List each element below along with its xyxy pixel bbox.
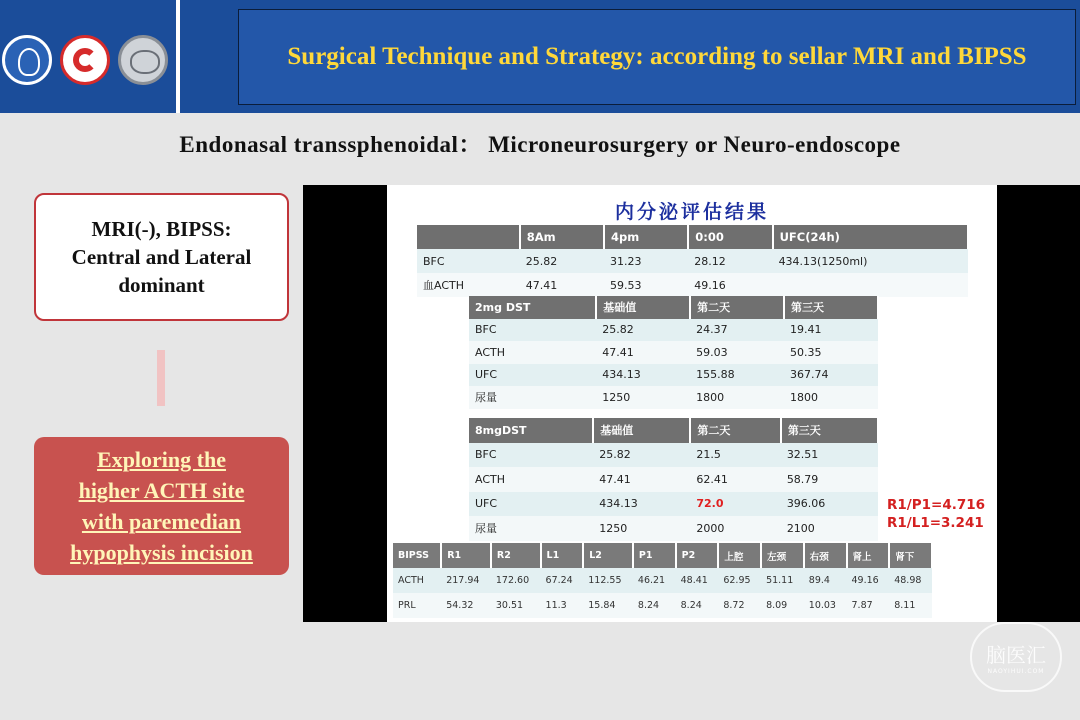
table-cell: 0:00 bbox=[688, 225, 772, 249]
slide-title: Surgical Technique and Strategy: according to sellar MRI and BIPSS bbox=[287, 43, 1027, 70]
table-cell: 155.88 bbox=[690, 364, 784, 387]
table-cell: 396.06 bbox=[781, 492, 878, 517]
table-cell: 8.72 bbox=[718, 593, 761, 618]
table-cell: 上腔 bbox=[718, 543, 761, 568]
table-cell: ACTH bbox=[393, 568, 441, 593]
table-cell: 10.03 bbox=[804, 593, 847, 618]
table-cell: 尿量 bbox=[469, 386, 596, 409]
table-cell: BIPSS bbox=[393, 543, 441, 568]
table-cell: PRL bbox=[393, 593, 441, 618]
table-cell: R2 bbox=[491, 543, 541, 568]
table-cell: 基础值 bbox=[593, 418, 690, 443]
table-cell: BFC bbox=[469, 319, 596, 342]
table-cell: 47.41 bbox=[596, 341, 690, 364]
table-cell: 尿量 bbox=[469, 516, 593, 541]
table-cell: 1250 bbox=[596, 386, 690, 409]
table-cell: 1800 bbox=[784, 386, 878, 409]
table-cell: 51.11 bbox=[761, 568, 804, 593]
bipss-table bbox=[393, 543, 933, 618]
table-cell: 31.23 bbox=[604, 249, 688, 273]
exploring-line3: with paremedian bbox=[81, 509, 242, 534]
table-cell: 48.98 bbox=[889, 568, 932, 593]
table-cell: 8.09 bbox=[761, 593, 804, 618]
table-cell: 8Am bbox=[520, 225, 604, 249]
table-header-row bbox=[417, 225, 968, 249]
table-cell: 2mg DST bbox=[469, 296, 596, 319]
table-cell: BFC bbox=[417, 249, 520, 273]
watermark-logo bbox=[970, 622, 1062, 692]
table-row bbox=[393, 593, 932, 618]
table-row bbox=[469, 516, 878, 541]
table-row bbox=[417, 249, 968, 273]
mri-bipss-line2: Central and Lateral bbox=[71, 245, 252, 269]
table-cell: 1250 bbox=[593, 516, 690, 541]
table-cell: 62.95 bbox=[718, 568, 761, 593]
table-cell: 肾上 bbox=[847, 543, 890, 568]
table-cell: 1800 bbox=[690, 386, 784, 409]
ratio-r1-l1: R1/L1=3.241 bbox=[887, 515, 984, 531]
table-row bbox=[469, 492, 878, 517]
table-cell: R1 bbox=[441, 543, 491, 568]
table-row bbox=[469, 319, 878, 342]
logo-left-icon bbox=[2, 35, 52, 85]
table-cell: L1 bbox=[541, 543, 584, 568]
table-row bbox=[393, 568, 932, 593]
table-cell: 8.24 bbox=[676, 593, 719, 618]
table-cell: 8.11 bbox=[889, 593, 932, 618]
table-cell: 49.16 bbox=[688, 273, 772, 297]
dst-2mg-table bbox=[469, 296, 879, 409]
table-cell: 67.24 bbox=[541, 568, 584, 593]
table-cell: 54.32 bbox=[441, 593, 491, 618]
table-cell: UFC(24h) bbox=[773, 225, 968, 249]
table-cell: 肾下 bbox=[889, 543, 932, 568]
table-cell: 右颈 bbox=[804, 543, 847, 568]
table-header-row bbox=[469, 296, 878, 319]
table-cell: 8mgDST bbox=[469, 418, 593, 443]
logo-panel bbox=[0, 0, 176, 113]
table-cell: 25.82 bbox=[520, 249, 604, 273]
mri-bipss-line1: MRI(-), BIPSS: bbox=[91, 217, 232, 241]
table-cell: 89.4 bbox=[804, 568, 847, 593]
table-cell: 217.94 bbox=[441, 568, 491, 593]
table-cell: 367.74 bbox=[784, 364, 878, 387]
logo-center-icon bbox=[60, 35, 110, 85]
table-cell: 47.41 bbox=[520, 273, 604, 297]
table-cell: 47.41 bbox=[593, 467, 690, 492]
mri-bipss-box bbox=[34, 193, 289, 321]
table-cell: UFC bbox=[469, 364, 596, 387]
table-header-row bbox=[393, 543, 932, 568]
table-cell: 4pm bbox=[604, 225, 688, 249]
table-row bbox=[469, 386, 878, 409]
table-cell bbox=[773, 273, 968, 297]
table-cell: 112.55 bbox=[583, 568, 633, 593]
table-cell: 第三天 bbox=[784, 296, 878, 319]
dst-8mg-table bbox=[469, 418, 879, 541]
table-cell: 11.3 bbox=[541, 593, 584, 618]
table-cell: BFC bbox=[469, 443, 593, 468]
table-cell: UFC bbox=[469, 492, 593, 517]
table-cell: 62.41 bbox=[690, 467, 780, 492]
table-cell: 46.21 bbox=[633, 568, 676, 593]
table-cell: 19.41 bbox=[784, 319, 878, 342]
table-cell: ACTH bbox=[469, 341, 596, 364]
highlighted-cell: 72.0 bbox=[690, 492, 780, 517]
table-cell: 30.51 bbox=[491, 593, 541, 618]
table-cell: 第二天 bbox=[690, 418, 780, 443]
watermark-subtext: NAOYIHUI.COM bbox=[987, 668, 1045, 675]
table-cell: 59.03 bbox=[690, 341, 784, 364]
table-cell: 50.35 bbox=[784, 341, 878, 364]
table-cell: 434.13 bbox=[596, 364, 690, 387]
logo-right-icon bbox=[118, 35, 168, 85]
title-box bbox=[238, 9, 1076, 105]
table-cell: 48.41 bbox=[676, 568, 719, 593]
watermark-text: 脑医汇 bbox=[986, 643, 1046, 667]
table-cell: 32.51 bbox=[781, 443, 878, 468]
exploring-line4: hypophysis incision bbox=[70, 540, 253, 565]
table-cell: 15.84 bbox=[583, 593, 633, 618]
exploring-line1: Exploring the bbox=[97, 447, 226, 472]
ratio-r1-p1: R1/P1=4.716 bbox=[887, 497, 986, 513]
table-cell: 58.79 bbox=[781, 467, 878, 492]
table-cell: 25.82 bbox=[596, 319, 690, 342]
embedded-slide bbox=[387, 185, 997, 622]
table-cell: 基础值 bbox=[596, 296, 690, 319]
table-cell: 434.13 bbox=[593, 492, 690, 517]
table-cell: 25.82 bbox=[593, 443, 690, 468]
slide-subtitle: Endonasal transsphenoidal： Microneurosurgery or Neuro-endoscope bbox=[179, 132, 901, 157]
table-cell bbox=[417, 225, 520, 249]
table-cell: 2100 bbox=[781, 516, 878, 541]
table-cell: 左颈 bbox=[761, 543, 804, 568]
table-row bbox=[417, 273, 968, 297]
header bbox=[0, 0, 1080, 113]
ratio-annotation bbox=[887, 496, 985, 532]
circadian-table bbox=[417, 225, 969, 297]
table-cell: 血ACTH bbox=[417, 273, 520, 297]
table-cell: 第二天 bbox=[690, 296, 784, 319]
table-cell: 434.13(1250ml) bbox=[773, 249, 968, 273]
table-header-row bbox=[469, 418, 878, 443]
table-cell: 7.87 bbox=[847, 593, 890, 618]
table-row bbox=[469, 364, 878, 387]
table-cell: 第三天 bbox=[781, 418, 878, 443]
table-cell: 49.16 bbox=[847, 568, 890, 593]
down-arrow-icon bbox=[157, 350, 165, 406]
table-row bbox=[469, 341, 878, 364]
table-row bbox=[469, 467, 878, 492]
table-cell: P1 bbox=[633, 543, 676, 568]
table-cell: 28.12 bbox=[688, 249, 772, 273]
table-cell: ACTH bbox=[469, 467, 593, 492]
table-cell: L2 bbox=[583, 543, 633, 568]
exploring-box bbox=[34, 437, 289, 575]
endocrine-results-title: 内分泌评估结果 bbox=[614, 201, 769, 223]
table-cell: 172.60 bbox=[491, 568, 541, 593]
mri-bipss-line3: dominant bbox=[118, 273, 205, 297]
table-cell: 8.24 bbox=[633, 593, 676, 618]
table-cell: 21.5 bbox=[690, 443, 780, 468]
table-cell: 2000 bbox=[690, 516, 780, 541]
table-row bbox=[469, 443, 878, 468]
table-cell: 24.37 bbox=[690, 319, 784, 342]
table-cell: P2 bbox=[676, 543, 719, 568]
exploring-line2: higher ACTH site bbox=[78, 478, 245, 503]
table-cell: 59.53 bbox=[604, 273, 688, 297]
